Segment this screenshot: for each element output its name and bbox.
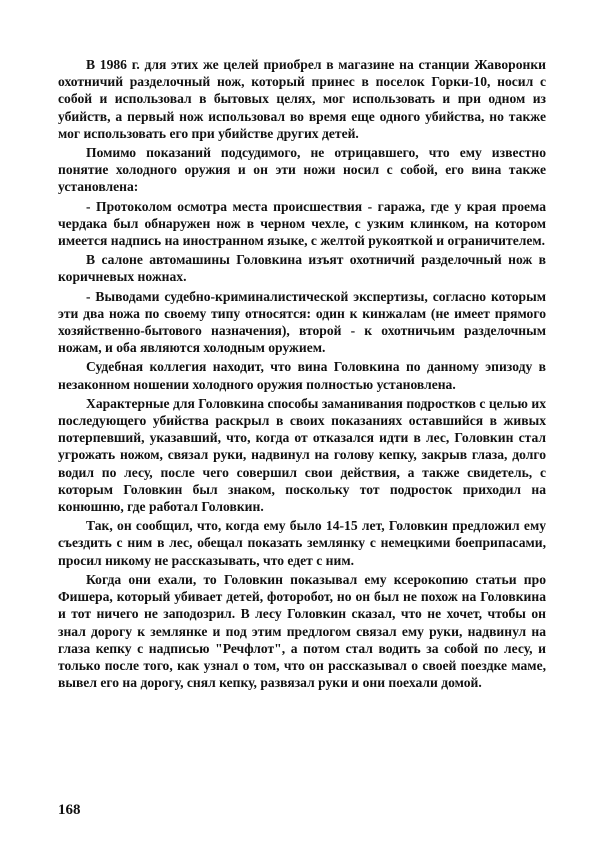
paragraph: Когда они ехали, то Головкин показывал ему ксерокопию статьи про Фишера, который убивает детей, фоторобот, но он был не похож на Головкина и тот ничего не заподозрил. В лесу Головкин сказал, что не хочет, чтобы он знал дорогу к землянке и под этим предлогом связал ему руки, надвинул на глаза кепку с надписью "Речфлот", а потом стал водить за собой по лесу, и только после того, как узнал о том, что он рассказывал о своей поездке маме, вывел его на дорогу, снял кепку, развязал руки и они поехали домой. xyxy=(58,571,546,691)
body-text xyxy=(58,56,546,693)
paragraph: - Протоколом осмотра места происшествия - гаража, где у края проема чердака был обнаружен нож в черном чехле, с узким клинком, на котором имеется надпись на иностранном языке, с желтой рукояткой и ограничителем. xyxy=(58,198,546,249)
paragraph: В салоне автомашины Головкина изъят охотничий разделочный нож в коричневых ножнах. xyxy=(58,252,546,285)
paragraph: В 1986 г. для этих же целей приобрел в магазине на станции Жаворонки охотничий разделочный нож, который принес в поселок Горки-10, носил с собой и использовал в бытовых целях, мог использовать и при одном из убийств, а первый нож использовал во время еще одного убийства, но также мог использовать его при убийстве других детей. xyxy=(58,57,546,141)
paragraph: Характерные для Головкина способы заманивания подростков с целью их последующего убийства раскрыл в своих показаниях оставшийся в живых потерпевший, указавший, что, когда от отказался идти в лес, Головкин стал угрожать ножом, связал руки, надвинул на голову кепку, закрыв глаза, долго водил по лесу, после чего совершил свои действия, а также свидетель, с которым Головкин был знаком, поскольку тот подросток приходил на конюшню, где работал Головкин. xyxy=(58,395,546,515)
paragraph: Так, он сообщил, что, когда ему было 14-15 лет, Головкин предложил ему съездить с ним в лес, обещал показать землянку с немецкими боеприпасами, просил никому не рассказывать, что едет с ним. xyxy=(58,518,546,568)
page-number: 168 xyxy=(58,802,81,818)
paragraph: Судебная коллегия находит, что вина Головкина по данному эпизоду в незаконном ношении холодного оружия полностью установлена. xyxy=(58,359,546,392)
paragraph: - Выводами судебно-криминалистической экспертизы, согласно которым эти два ножа по своему типу относятся: один к кинжалам (не имеет прямого хозяйственно-бытового назначения), второй - к охотничьим разделочным ножам, и оба являются холодным оружием. xyxy=(58,288,546,356)
paragraph: Помимо показаний подсудимого, не отрицавшего, что ему известно понятие холодного оружия и он эти ножи носил с собой, его вина также установлена: xyxy=(58,145,546,195)
